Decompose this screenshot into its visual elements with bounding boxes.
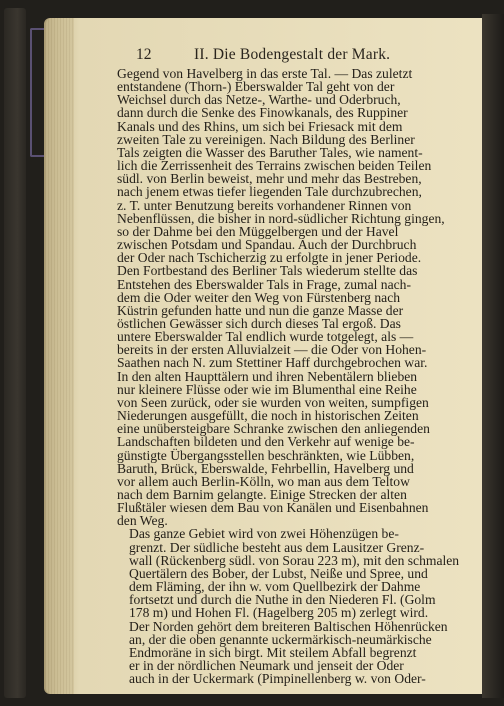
text-line: auch in der Uckermark (Pimpinellenberg w. von Oder- [129, 671, 426, 687]
text-line: dann durch die Senke des Finowkanals, des Ruppiner [117, 105, 408, 121]
text-line: zwischen Potsdam und Spandau. Auch der Durchbruch [117, 237, 417, 253]
text-line: an, der die oben genannte uckermärkisch-neumärkische [129, 631, 432, 647]
text-line: der Oder nach Tschicherzig zu erfolgte in jener Periode. [117, 250, 422, 266]
text-line: untere Eberswalder Tal endlich wurde totgelegt, als — [117, 329, 414, 345]
text-line: entstandene (Thorn-) Eberswalder Tal geht von der [117, 79, 395, 95]
text-line: Den Fortbestand des Berliner Tals wiederum stellte das [117, 263, 418, 279]
text-line: eine unübersteigbare Schranke zwischen den anliegenden [117, 421, 430, 437]
cover-edge [4, 8, 26, 698]
text-line: In den alten Haupttälern und ihren Nebentälern blieben [117, 368, 418, 384]
text-line: Gegend von Havelberg in das erste Tal. — Das zuletzt [117, 66, 413, 81]
text-line: günstigte Übergangsstellen beschränkten, wie Lübben, [117, 447, 415, 463]
text-line: Kanals und des Rhins, um sich bei Friesack mit dem [117, 118, 403, 134]
paragraph-2 [117, 527, 473, 685]
text-line: Das ganze Gebiet wird von zwei Höhenzügen be- [129, 526, 399, 542]
page-header [62, 46, 462, 68]
text-line: Entstehen des Eberswalder Tals in Frage, zumal nach- [117, 276, 411, 292]
text-line: nur kleinere Flüsse oder wie im Blumenthal eine Reihe [117, 381, 417, 397]
text-line: bereits in der ersten Alluvialzeit — die Oder von Hohen- [117, 342, 427, 358]
text-line: Küstrin gefunden hatte und nun die ganze Masse der [117, 302, 404, 318]
text-line: Der Norden gehört dem breiteren Baltischen Höhenrücken [129, 618, 448, 634]
text-line: er in der nördlichen Neumark und jenseit der Oder [129, 658, 404, 674]
text-line: Baruth, Brück, Eberswalde, Fehrbellin, Havelberg und [117, 460, 414, 476]
text-line: nach dem Barnim gelangte. Einige Strecken der alten [117, 487, 407, 502]
text-line: Tals zeigten die Wasser des Baruther Tales, wie nament- [117, 144, 423, 160]
text-line: fortsetzt und durch die Nuthe in den Niederen Fl. (Golm [129, 592, 436, 608]
text-line: Saathen nach N. zum Stettiner Haff durchgebrochen war. [117, 355, 428, 371]
page-number: 12 [136, 46, 152, 63]
text-line: Endmoräne in sich birgt. Mit steilem Abfall begrenzt [129, 644, 417, 660]
text-line: z. T. unter Benutzung bereits vorhandener Rinnen von [117, 197, 412, 213]
text-line: grenzt. Der südliche besteht aus dem Lausitzer Grenz- [129, 539, 425, 555]
text-line: Flußtäler wiesen dem Bau von Kanälen und Eisenbahnen [117, 500, 429, 516]
text-line: östlichen Gewässer sich durch dieses Tal ergoß. Das [117, 315, 401, 331]
text-line: Nebenflüssen, die bisher in nord-südlicher Richtung gingen, [117, 210, 445, 226]
text-line: südl. von Berlin beweist, mehr und mehr das Bestreben, [117, 171, 422, 187]
text-line: 178 m) und Hohen Fl. (Hagelberg 205 m) zerlegt wird. [129, 605, 429, 621]
spine-shadow [482, 14, 504, 698]
paragraph-1 [117, 67, 473, 527]
text-line: zweiten Tale zu vereinigen. Nach Bildung des Berliner [117, 131, 415, 147]
text-line: dem die Oder weiter den Weg von Fürstenberg nach [117, 289, 401, 305]
text-line: Weichsel durch das Netze-, Warthe- und Oderbruch, [117, 92, 401, 108]
text-line: dem Fläming, der ihn w. vom Quellbezirk der Dahme [129, 579, 421, 595]
text-line: nach jenem etwas tiefer liegenden Tale durchzubrechen, [117, 184, 422, 200]
text-line: den Weg. [117, 513, 168, 529]
text-line: vor allem auch Berlin-Kölln, wo man aus dem Teltow [117, 473, 410, 489]
body-text [117, 67, 473, 685]
text-line: Landschaften bildeten und den Verkehr auf wenige be- [117, 434, 415, 450]
text-line: lich die Zerrissenheit des Terrains zwischen beiden Teilen [117, 158, 432, 174]
text-line: wall (Rückenberg südl. von Sorau 223 m), mit den schmalen [129, 552, 460, 568]
text-line: so der Dahme bei den Müggelbergen und der Havel [117, 223, 399, 239]
text-line: Quertälern des Bober, der Lubst, Neiße und Spree, und [129, 565, 428, 581]
text-line: Niederungen ausgefüllt, die noch in historischen Zeiten [117, 408, 419, 424]
running-head: II. Die Bodengestalt der Mark. [194, 46, 391, 63]
text-line: von Seen zurück, oder sie wurden von weiten, sumpfigen [117, 394, 429, 410]
